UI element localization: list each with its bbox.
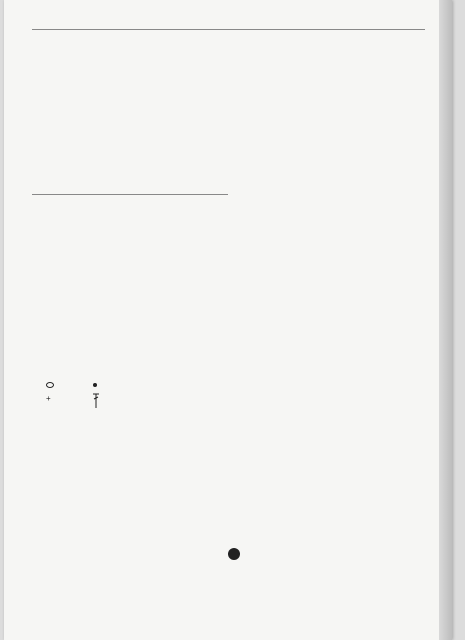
fantasia-diagram <box>4 0 465 640</box>
page-number <box>228 548 240 560</box>
calcanhar-diagram <box>4 0 465 640</box>
section-22-col <box>32 198 228 206</box>
page-edge <box>439 0 452 640</box>
section-22-rule <box>32 194 228 195</box>
legend-pbx-symbol <box>93 383 97 387</box>
section-21-rule <box>32 29 425 30</box>
legend-pa-symbol <box>92 393 100 409</box>
section-21-col-1 <box>32 33 228 41</box>
legend-corr-symbol <box>46 382 54 388</box>
legend-pb-symbol: + <box>46 394 51 403</box>
sole-diagram <box>4 0 465 640</box>
magazine-page <box>4 0 452 640</box>
section-21-col-2 <box>234 33 427 34</box>
